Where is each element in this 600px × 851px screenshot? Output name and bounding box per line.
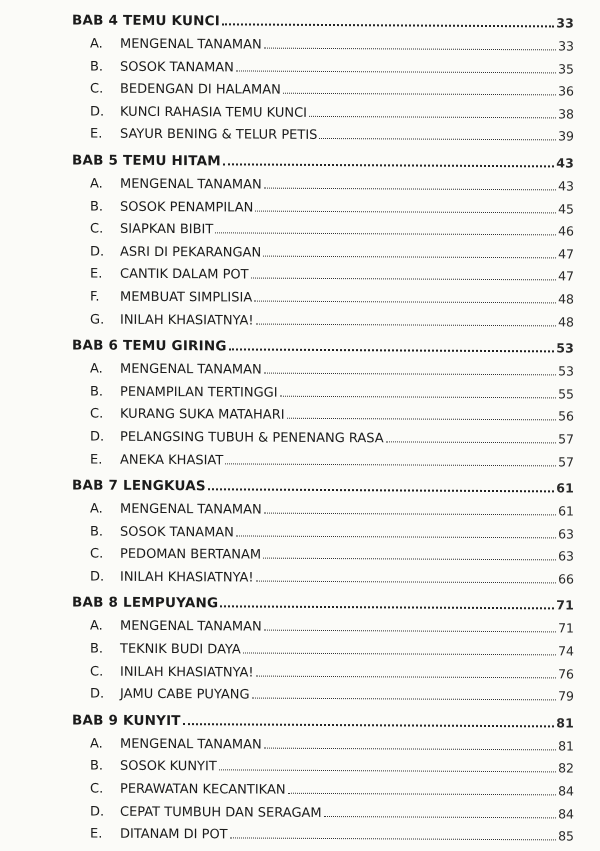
chapter-heading[interactable] (72, 712, 574, 738)
item-title: DITANAM DI POT (120, 826, 228, 843)
dot-leader (230, 838, 556, 841)
item-letter: G. (90, 312, 105, 328)
item-title: PEDOMAN BERTANAM (120, 547, 262, 563)
chapter-page-number: 33 (556, 15, 574, 31)
toc-item[interactable] (72, 198, 574, 224)
item-letter: E. (90, 826, 103, 842)
item-title: SOSOK PENAMPILAN (120, 199, 254, 216)
item-letter: B. (90, 641, 104, 657)
item-letter: E. (90, 126, 103, 143)
dot-leader (256, 675, 556, 678)
dot-leader (236, 535, 556, 538)
item-letter: F. (90, 289, 100, 305)
dot-leader (183, 723, 554, 727)
dot-leader (236, 70, 556, 73)
item-title: PERAWATAN KECANTIKAN (120, 781, 286, 798)
toc-item[interactable] (72, 686, 574, 712)
item-page-number: 74 (558, 643, 574, 659)
toc-item[interactable] (72, 758, 574, 784)
item-page-number: 55 (558, 386, 574, 402)
item-letter: A. (90, 361, 103, 377)
item-letter: E. (90, 452, 103, 468)
item-page-number: 43 (558, 178, 574, 194)
item-page-number: 57 (558, 453, 574, 470)
chapter-page-number: 81 (556, 715, 574, 731)
dot-leader (255, 210, 556, 213)
item-title: SOSOK TANAMAN (120, 524, 234, 541)
chapter-title: BAB 5 TEMU HITAM (72, 152, 221, 170)
item-title: MEMBUAT SIMPLISIA (120, 289, 253, 306)
dot-leader (287, 418, 557, 421)
dot-leader (223, 163, 554, 167)
dot-leader (280, 395, 557, 398)
item-page-number: 38 (558, 106, 574, 122)
item-page-number: 82 (558, 760, 574, 776)
item-page-number: 48 (558, 313, 574, 330)
dot-leader (254, 300, 556, 303)
item-letter: B. (90, 199, 104, 215)
item-title: JAMU CABE PUYANG (120, 686, 250, 703)
item-letter: D. (90, 569, 105, 585)
dot-leader (288, 793, 557, 796)
item-letter: D. (90, 244, 105, 260)
item-title: MENGENAL TANAMAN (120, 736, 262, 753)
item-page-number: 36 (558, 83, 574, 99)
toc-item[interactable] (72, 641, 574, 667)
dot-leader (264, 747, 556, 750)
toc-item[interactable] (72, 266, 574, 292)
dot-leader (256, 580, 556, 583)
toc-item[interactable] (72, 35, 574, 61)
item-title: KURANG SUKA MATAHARI (120, 407, 285, 424)
toc-item[interactable] (72, 126, 574, 152)
item-letter: A. (90, 501, 103, 517)
toc-item[interactable] (72, 451, 574, 477)
item-title: CANTIK DALAM POT (120, 267, 249, 283)
toc-item[interactable] (72, 58, 574, 84)
item-letter: A. (90, 736, 103, 752)
item-title: ASRI DI PEKARANGAN (120, 244, 262, 261)
item-letter: A. (90, 176, 103, 192)
item-letter: C. (90, 546, 104, 562)
item-page-number: 63 (558, 548, 574, 564)
toc-item[interactable] (72, 103, 574, 129)
dot-leader (263, 558, 556, 561)
item-letter: E. (90, 266, 103, 282)
item-letter: D. (90, 804, 105, 820)
chapter-section (72, 478, 574, 594)
item-title: MENGENAL TANAMAN (120, 176, 262, 193)
toc-item[interactable] (72, 663, 574, 689)
toc-item[interactable] (72, 546, 574, 572)
chapter-title: BAB 4 TEMU KUNCI (72, 12, 220, 30)
item-page-number: 66 (558, 571, 574, 587)
item-page-number: 53 (558, 363, 574, 379)
item-title: MENGENAL TANAMAN (120, 36, 262, 53)
item-page-number: 79 (558, 688, 574, 704)
item-letter: B. (90, 384, 104, 400)
item-title: SOSOK KUNYIT (120, 759, 217, 775)
item-title: TEKNIK BUDI DAYA (120, 641, 241, 658)
chapter-heading[interactable] (72, 595, 574, 621)
dot-leader (252, 698, 557, 701)
item-title: MENGENAL TANAMAN (120, 619, 262, 636)
item-title: ANEKA KHASIAT (120, 452, 224, 468)
chapter-section (72, 338, 574, 477)
dot-leader (309, 116, 556, 119)
toc-item[interactable] (72, 568, 574, 594)
dot-leader (229, 349, 555, 353)
dot-leader (264, 513, 556, 516)
chapter-title: BAB 9 KUNYIT (72, 712, 181, 729)
item-letter: C. (90, 81, 104, 97)
dot-leader (263, 255, 556, 258)
item-title: PELANGSING TUBUH & PENENANG RASA (120, 429, 384, 447)
item-page-number: 47 (558, 246, 574, 262)
dot-leader (251, 278, 556, 281)
item-title: INILAH KHASIATNYA! (120, 664, 254, 681)
toc-item[interactable] (72, 288, 574, 314)
dot-leader (324, 816, 556, 818)
chapter-page-number: 43 (556, 155, 574, 171)
dot-leader (283, 93, 556, 96)
item-letter: C. (90, 406, 104, 422)
item-page-number: 46 (558, 223, 574, 239)
item-page-number: 81 (558, 738, 574, 754)
item-letter: C. (90, 221, 104, 237)
item-letter: D. (90, 429, 105, 445)
chapter-title: BAB 6 TEMU GIRING (72, 337, 227, 355)
item-title: PENAMPILAN TERTINGGI (120, 384, 278, 401)
item-page-number: 39 (558, 128, 574, 144)
dot-leader (220, 606, 554, 610)
toc-item[interactable] (72, 826, 574, 851)
dot-leader (222, 23, 554, 27)
item-title: KUNCI RAHASIA TEMU KUNCI (120, 104, 307, 121)
dot-leader (264, 373, 556, 376)
item-page-number: 63 (558, 526, 574, 542)
item-title: INILAH KHASIATNYA! (120, 312, 254, 329)
toc-item[interactable] (72, 735, 574, 761)
toc-item[interactable] (72, 311, 574, 337)
toc-item[interactable] (72, 361, 574, 387)
dot-leader (208, 488, 554, 492)
dot-leader (225, 463, 556, 466)
dot-leader (386, 441, 556, 443)
chapter-page-number: 53 (556, 340, 574, 356)
chapter-heading[interactable] (72, 478, 574, 504)
item-page-number: 84 (558, 806, 574, 822)
item-page-number: 76 (558, 666, 574, 682)
item-page-number: 84 (558, 783, 574, 799)
toc-item[interactable] (72, 780, 574, 806)
toc-item[interactable] (72, 428, 574, 454)
item-title: MENGENAL TANAMAN (120, 361, 262, 378)
chapter-title: BAB 8 LEMPUYANG (72, 594, 219, 612)
toc-item[interactable] (72, 523, 574, 549)
toc-item[interactable] (72, 221, 574, 247)
item-letter: A. (90, 36, 103, 52)
dot-leader (264, 188, 556, 191)
dot-leader (243, 653, 556, 656)
dot-leader (264, 48, 556, 51)
toc-item[interactable] (72, 803, 574, 829)
item-letter: B. (90, 524, 104, 540)
item-letter: D. (90, 104, 105, 120)
toc-item[interactable] (72, 618, 574, 644)
item-page-number: 47 (558, 268, 574, 284)
item-page-number: 48 (558, 291, 574, 307)
item-title: SOSOK TANAMAN (120, 59, 234, 76)
item-page-number: 57 (558, 431, 574, 447)
item-letter: B. (90, 59, 104, 75)
toc-item[interactable] (72, 501, 574, 527)
item-page-number: 33 (558, 38, 574, 54)
item-letter: A. (90, 619, 103, 635)
chapter-heading[interactable] (72, 338, 574, 364)
chapter-title: BAB 7 LENGKUAS (72, 477, 206, 495)
chapter-section (72, 12, 574, 151)
item-title: MENGENAL TANAMAN (120, 501, 262, 518)
dot-leader (264, 630, 556, 633)
toc-item[interactable] (72, 175, 574, 201)
toc-item[interactable] (72, 81, 574, 107)
item-page-number: 56 (558, 408, 574, 424)
chapter-section (72, 712, 574, 851)
chapter-heading[interactable] (72, 152, 574, 178)
dot-leader (319, 138, 556, 140)
item-title: INILAH KHASIATNYA! (120, 569, 254, 586)
item-title: BEDENGAN DI HALAMAN (120, 81, 281, 98)
dot-leader (256, 323, 556, 326)
item-letter: D. (90, 686, 105, 702)
toc-item[interactable] (72, 243, 574, 269)
item-title: CEPAT TUMBUH DAN SERAGAM (120, 804, 322, 821)
item-page-number: 45 (558, 200, 574, 217)
chapter-section (72, 152, 574, 336)
chapter-section (72, 595, 574, 711)
dot-leader (219, 770, 556, 773)
item-title: SAYUR BENING & TELUR PETIS (120, 127, 318, 144)
item-page-number: 71 (558, 620, 574, 636)
toc-item[interactable] (72, 406, 574, 432)
item-title: SIAPKAN BIBIT (120, 221, 214, 238)
item-page-number: 85 (558, 828, 574, 844)
item-letter: C. (90, 781, 104, 797)
item-letter: B. (90, 758, 104, 775)
chapter-heading[interactable] (72, 12, 574, 38)
chapter-page-number: 61 (556, 480, 574, 496)
item-letter: C. (90, 664, 104, 680)
item-page-number: 61 (558, 503, 574, 519)
dot-leader (215, 232, 556, 235)
item-page-number: 35 (558, 61, 574, 77)
toc-item[interactable] (72, 383, 574, 409)
chapter-page-number: 71 (556, 597, 574, 613)
